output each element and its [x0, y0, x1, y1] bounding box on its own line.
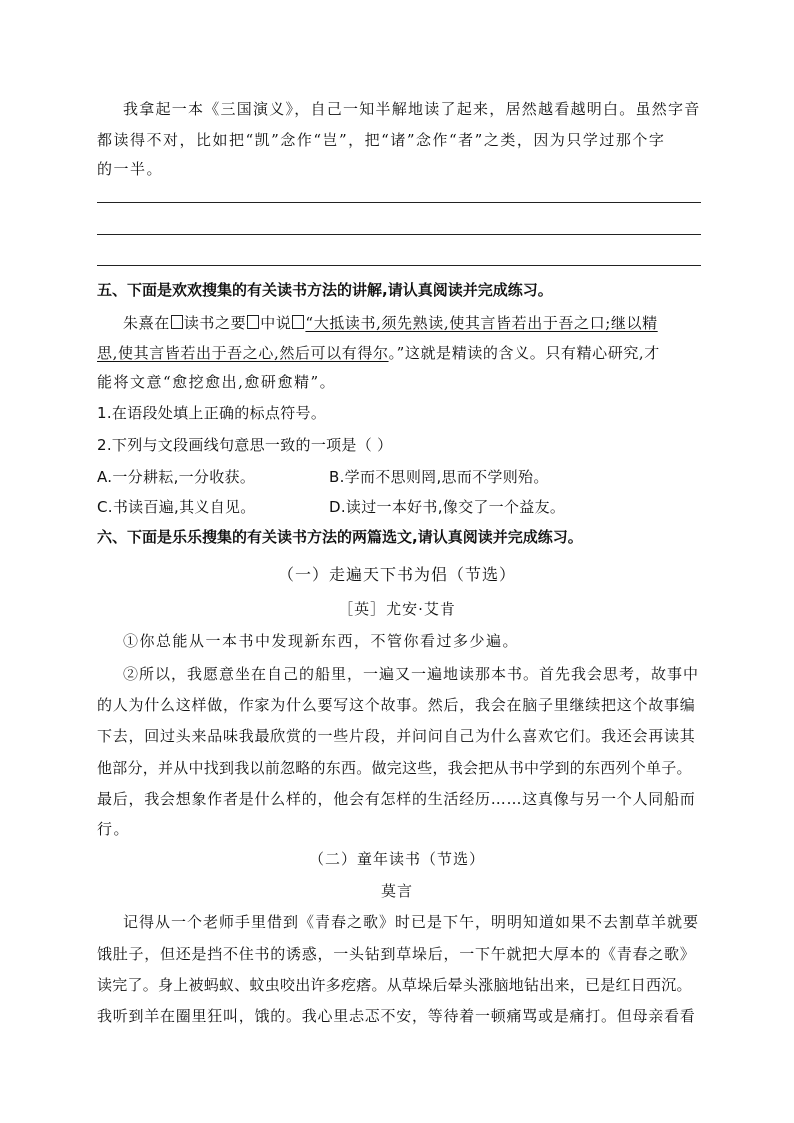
- section5-para-line-3: 能将文意“愈挖愈出,愈研愈精”。: [97, 373, 337, 391]
- article1-p2-line-1: ②所以，我愿意坐在自己的船里，一遍又一遍地读那本书。首先我会思考，故事中: [123, 665, 700, 683]
- article2-line-2: 饿肚子，但还是挡不住书的诱惑，一头钻到草垛后，一下午就把大厚本的《青春之歌》: [97, 945, 696, 963]
- question-2: 2.下列与文段画线句意思一致的一项是（ ）: [97, 436, 393, 454]
- intro-line-1: 我拿起一本《三国演义》，自己一知半解地读了起来，居然越看越明白。虽然字音: [123, 100, 701, 118]
- blank-box-1[interactable]: [171, 315, 183, 329]
- option-c[interactable]: C.书读百遍,其义自见。: [97, 498, 256, 516]
- para-text-book: 读书之要: [183, 314, 247, 332]
- article1-title: （一）走遍天下书为侣（节选）: [277, 565, 516, 584]
- article1-p1: ①你总能从一本书中发现新东西，不管你看过多少遍。: [123, 632, 520, 650]
- answer-line-1[interactable]: [97, 202, 701, 203]
- underlined-sentence-part2: 思,使其言皆若出于吾之心,然后可以有得尔: [97, 344, 389, 362]
- blank-box-2[interactable]: [247, 315, 259, 329]
- option-d[interactable]: D.读过一本好书,像交了一个益友。: [329, 498, 566, 516]
- article2-line-4: 我听到羊在圈里狂叫，饿的。我心里忐忑不安，等待着一顿痛骂或是痛打。但母亲看看: [97, 1007, 696, 1025]
- section6-heading: 六、下面是乐乐搜集的有关读书方法的两篇选文,请认真阅读并完成练习。: [97, 528, 583, 546]
- answer-line-3[interactable]: [97, 265, 701, 266]
- section5-para-line-1: [123, 312, 701, 334]
- section5-para-line-2: [97, 342, 701, 364]
- underlined-sentence-part1: “大抵读书,须先熟读,使其言皆若出于吾之口;继以精: [305, 314, 658, 332]
- article1-p2-line-6: 行。: [97, 820, 131, 838]
- intro-line-2: 都读得不对，比如把“凯”念作“岂”，把“诸”念作“者”之类，因为只学过那个字: [97, 131, 666, 149]
- blank-box-3[interactable]: [292, 315, 304, 329]
- article2-line-3: 读完了。身上被蚂蚁、蚊虫咬出许多疙瘩。从草垛后晕头涨脑地钻出来，已是红日西沉。: [97, 976, 692, 994]
- article1-author: ［英］尤安·艾肯: [338, 600, 456, 618]
- intro-line-3: 的一半。: [97, 160, 164, 178]
- option-b[interactable]: B.学而不思则罔,思而不学则殆。: [329, 468, 549, 486]
- para-text-rest: 。”这就是精读的含义。只有精心研究,才: [388, 344, 660, 362]
- article1-p2-line-2: 的人为什么这样做，作家为什么要写这个故事。然后，我会在脑子里继续把这个故事编: [97, 696, 696, 714]
- para-text-said: 中说: [260, 314, 292, 332]
- article1-p2-line-3: 下去，回过头来品味我最欣赏的一些片段，并问问自己为什么喜欢它们。我还会再读其: [97, 727, 696, 745]
- article1-p2-line-5: 最后，我会想象作者是什么样的，他会有怎样的生活经历……这真像与另一个人同船而: [97, 790, 696, 808]
- article2-line-1: 记得从一个老师手里借到《青春之歌》时已是下午，明明知道如果不去割草羊就要: [123, 913, 700, 931]
- article2-author: 莫言: [380, 882, 413, 900]
- para-text-zhuxi: 朱熹在: [123, 314, 170, 332]
- option-a[interactable]: A.一分耕耘,一分收获。: [97, 468, 256, 486]
- article2-title: （二）童年读书（节选）: [308, 850, 485, 868]
- answer-line-2[interactable]: [97, 234, 701, 235]
- question-1: 1.在语段处填上正确的标点符号。: [97, 404, 327, 422]
- section5-heading: 五、下面是欢欢搜集的有关读书方法的讲解,请认真阅读并完成练习。: [97, 281, 553, 299]
- article1-p2-line-4: 他部分，并从中找到我以前忽略的东西。做完这些，我会把从书中学到的东西列个单子。: [97, 759, 692, 777]
